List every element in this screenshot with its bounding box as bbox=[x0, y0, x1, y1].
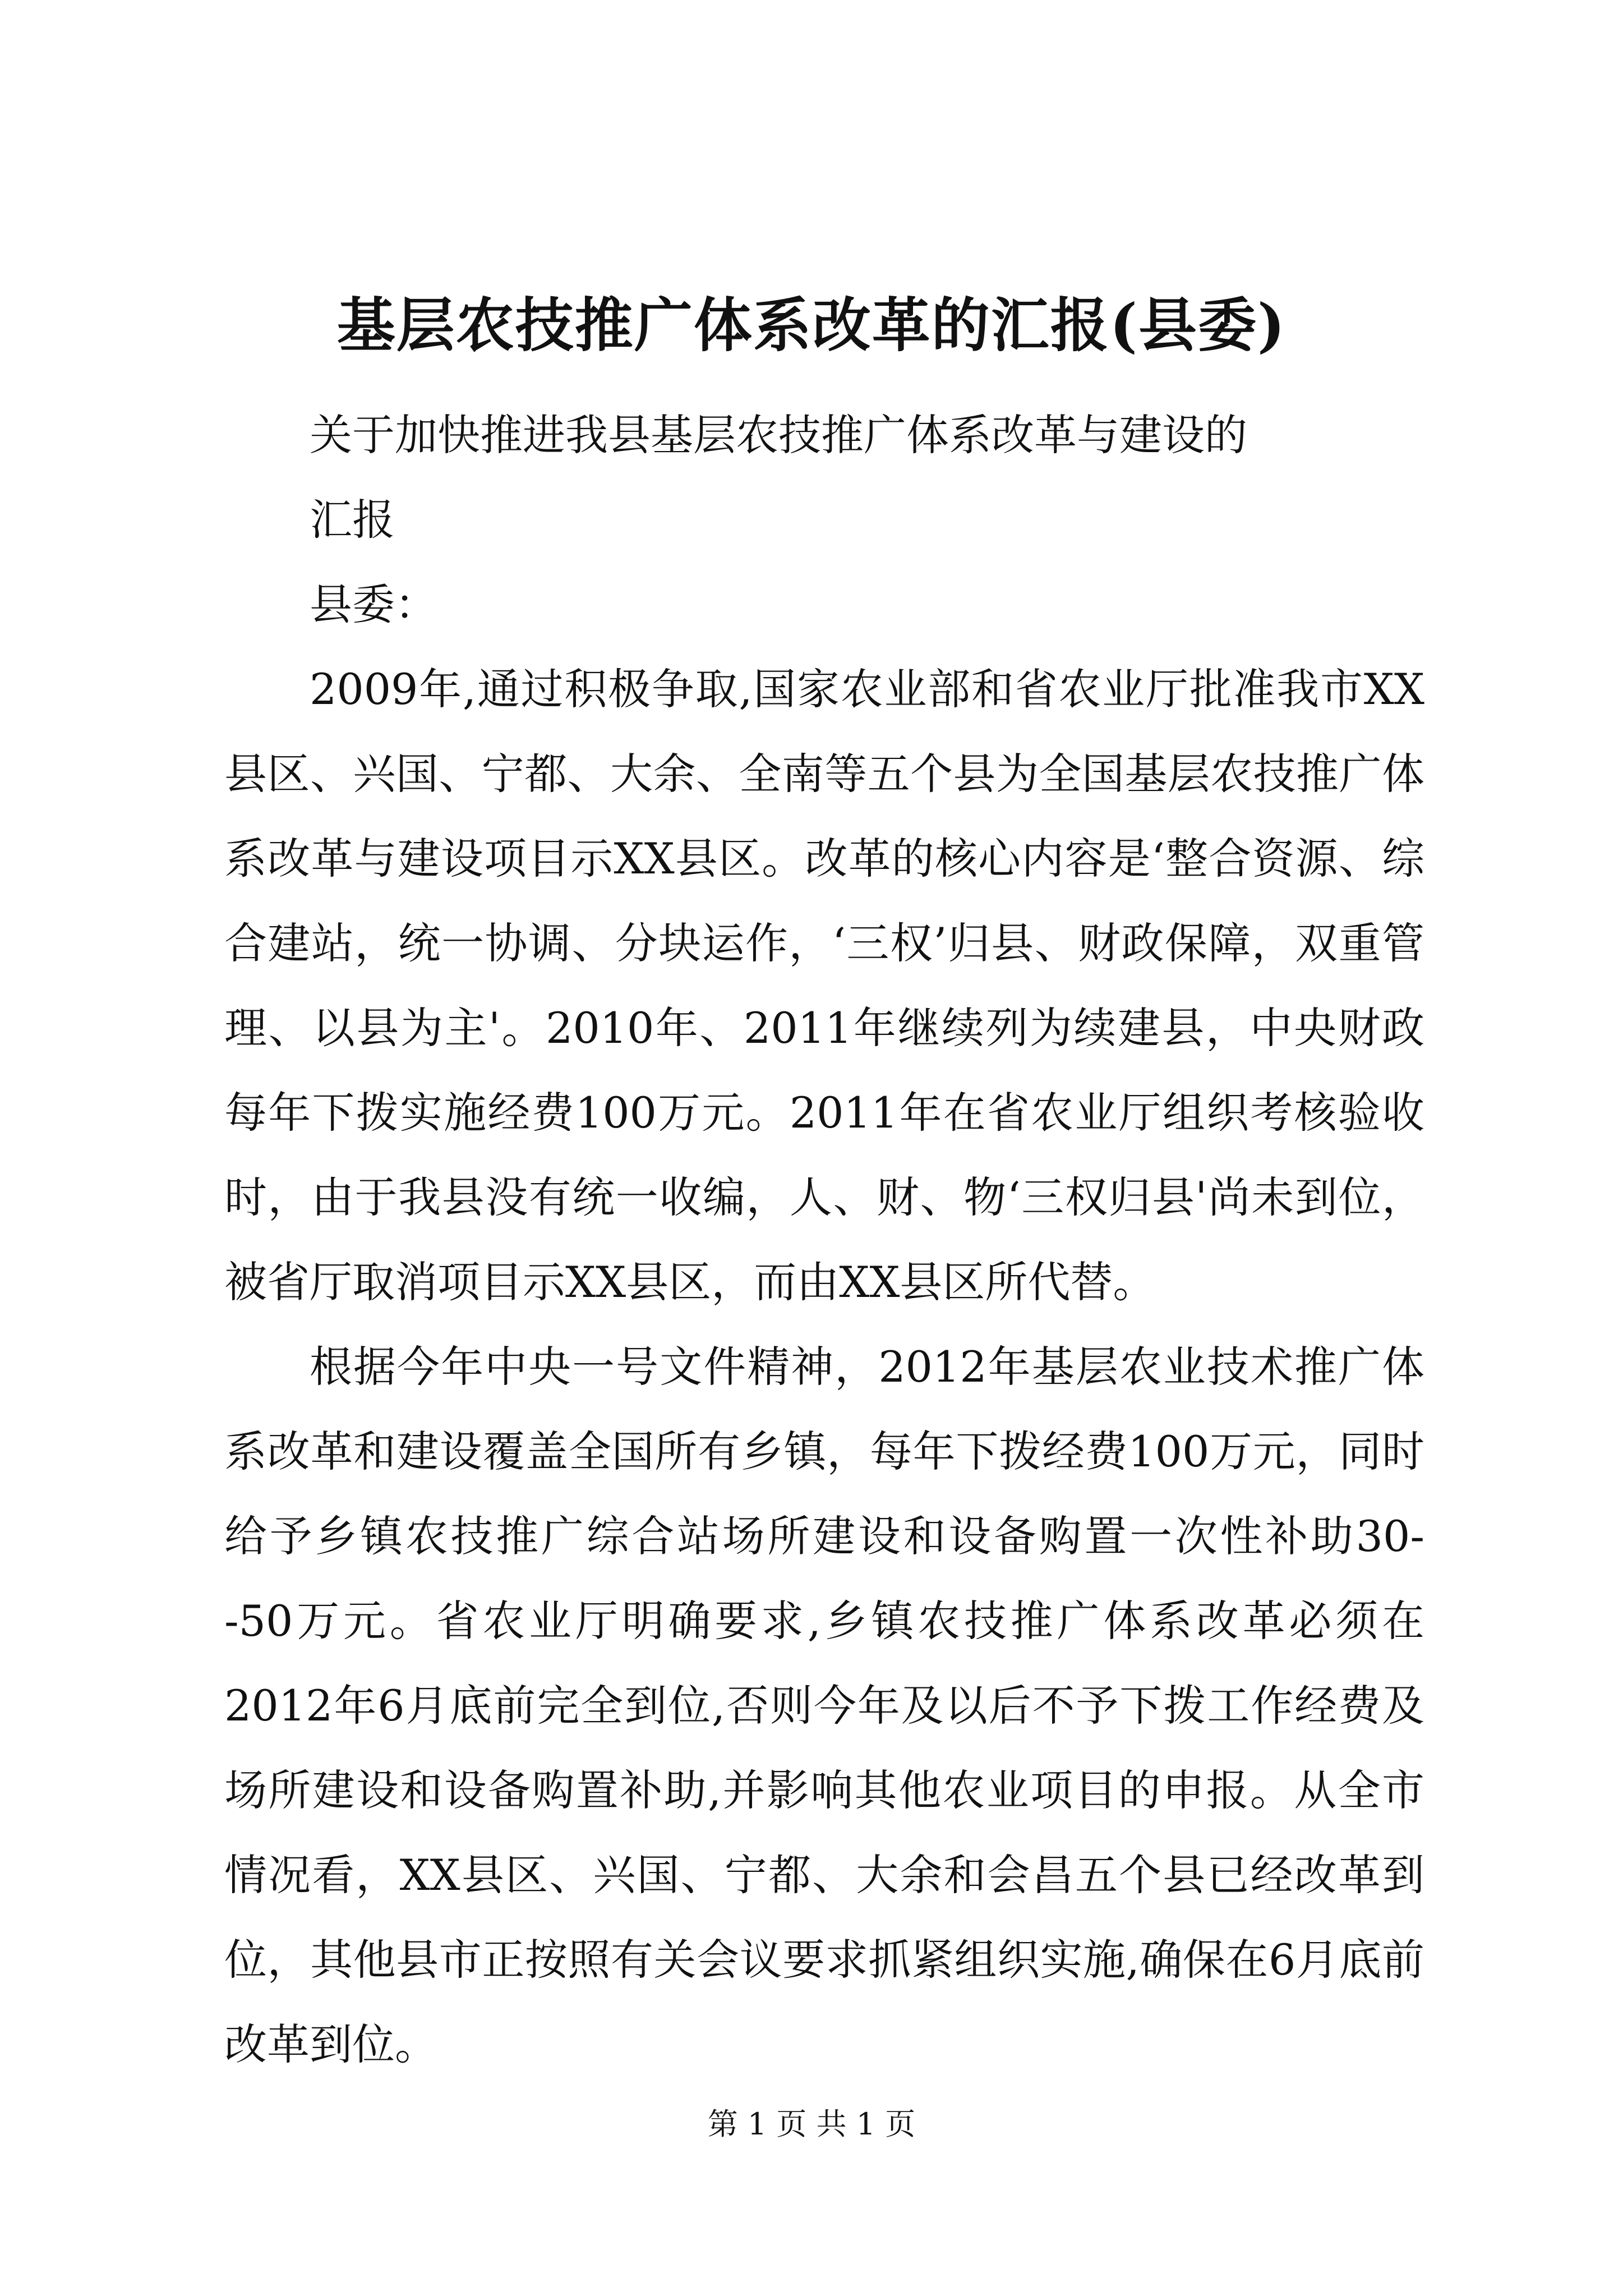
document-body bbox=[224, 393, 1424, 2087]
paragraph-2: 根据今年中央一号文件精神，2012年基层农业技术推广体系改革和建设覆盖全国所有乡镇，每年下拨经费100万元，同时给予乡镇农技推广综合站场所建设和设备购置一次性补助30--50万元。省农业厅明确要求,乡镇农技推广体系改革必须在2012年6月底前完全到位,否则今年及以后不予下拨工作经费及场所建设和设备购置补助,并影响其他农业项目的申报。从全市情况看，XX县区、兴国、宁都、大余和会昌五个县已经改革到位，其他县市正按照有关会议要求抓紧组织实施,确保在6月底前改革到位。 bbox=[224, 1342, 1424, 2069]
subtitle-line-1: 关于加快推进我县基层农技推广体系改革与建设的 bbox=[310, 410, 1247, 460]
document-title: 基层农技推广体系改革的汇报(县委) bbox=[336, 291, 1287, 360]
subtitle-line-2: 汇报 bbox=[310, 495, 395, 545]
paragraph-1: 2009年,通过积极争取,国家农业部和省农业厅批准我市XX县区、兴国、宁都、大余、全南等五个县为全国基层农技推广体系改革与建设项目示XX县区。改革的核心内容是‘整合资源、综合建站，统一协调、分块运作，‘三权’归县、财政保障，双重管理、以县为主'。2010年、2011年继续列为续建县，中央财政每年下拨实施经费100万元。2011年在省农业厅组织考核验收时，由于我县没有统一收编，人、财、物‘三权归县'尚未到位，被省厅取消项目示XX县区，而由XX县区所代替。 bbox=[224, 664, 1424, 1307]
page-footer: 第 1 页 共 1 页 bbox=[707, 2106, 916, 2142]
salutation: 县委： bbox=[310, 579, 437, 629]
